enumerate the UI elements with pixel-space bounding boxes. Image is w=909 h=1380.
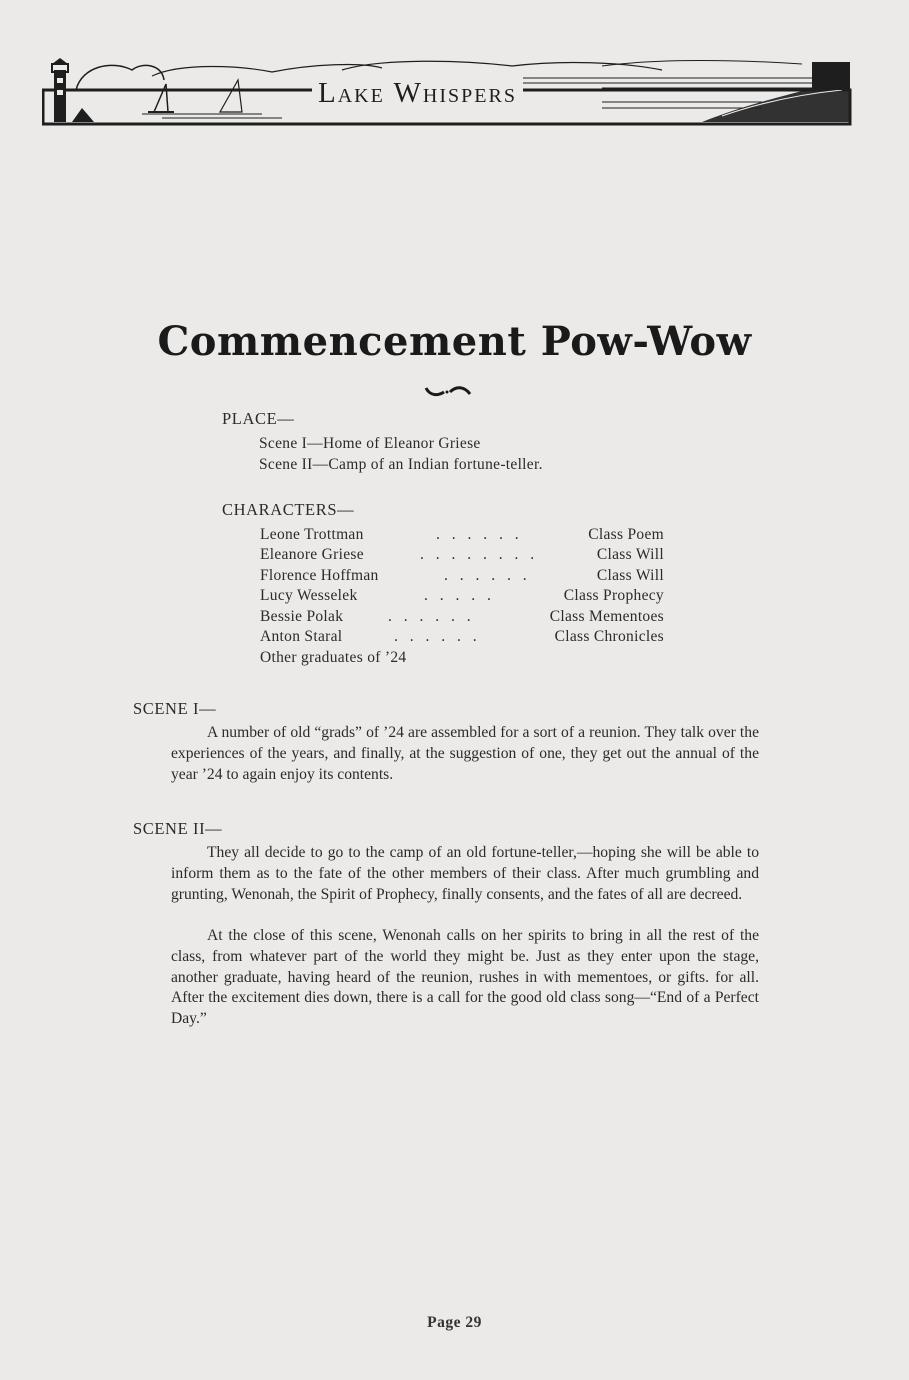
scene-2-text-2: At the close of this scene, Wenonah calls on her spirits to bring in all the rest of the class, from whatever part of the world they might be. Just as they enter upon the stage, another graduate, having heard of the reunion, rushes in with mementoes, or gifts. for all. After the excitement dies down, there is a call for the good old class song—“End of a Perfect Day.” [171,927,759,1028]
leader-dots: . . . . . . [388,608,475,625]
scene-2-paragraph-1 [171,843,759,905]
masthead-banner [42,56,852,126]
character-name: Anton Staral [260,628,343,645]
scene-1-paragraph [171,723,759,785]
character-role: Class Poem [588,526,664,543]
leader-dots: . . . . . [424,587,495,604]
scene-2-text-1: They all decide to go to the camp of an old fortune-teller,—hoping she will be able to inform them as to the fate of the other members of their class. After much grumbling and grunting, Wenonah, the Spirit of Prophecy, finally consents, and the fates of all are decreed. [171,844,759,903]
character-name: Bessie Polak [260,608,344,625]
scene-2-heading: SCENE II— [133,819,223,838]
scene-1-text: A number of old “grads” of ’24 are assembled for a sort of a reunion. They talk over the experiences of the years, and finally, at the suggestion of one, they get out the annual of the year ’24 to again enjoy its contents. [171,724,759,783]
character-role: Class Will [596,567,664,584]
character-row [260,608,664,628]
place-scene-2: Scene II—Camp of an Indian fortune-teller. [259,456,543,473]
leader-dots: . . . . . . [444,567,531,584]
leader-dots: . . . . . . [436,526,523,543]
place-scene-1: Scene I—Home of Eleanor Griese [259,435,481,452]
character-role: Class Will [596,546,664,563]
sailboat-icon [148,80,242,112]
leader-dots: . . . . . . [394,628,481,645]
masthead-title: Lake Whispers [312,76,523,110]
character-row [260,526,664,546]
scene-1-heading: SCENE I— [133,699,217,718]
page-number: Page 29 [427,1314,482,1331]
character-row [260,567,664,587]
character-name: Leone Trottman [260,526,364,543]
character-role: Class Mementoes [549,608,664,625]
scene-2-paragraph-2 [171,926,759,1030]
character-name: Eleanore Griese [260,546,364,563]
character-role: Class Chronicles [554,628,664,645]
character-role: Class Prophecy [563,587,664,604]
character-name: Florence Hoffman [260,567,379,584]
character-row [260,546,664,566]
page-title: Commencement Pow-Wow [157,318,752,365]
character-name: Lucy Wesselek [260,587,358,604]
leader-dots: . . . . . . . . [420,546,539,563]
characters-heading: CHARACTERS— [222,500,355,519]
place-heading: PLACE— [222,409,295,428]
character-row [260,587,664,607]
other-graduates: Other graduates of ’24 [260,649,407,666]
ornament-divider-icon [424,384,472,398]
character-row [260,628,664,648]
